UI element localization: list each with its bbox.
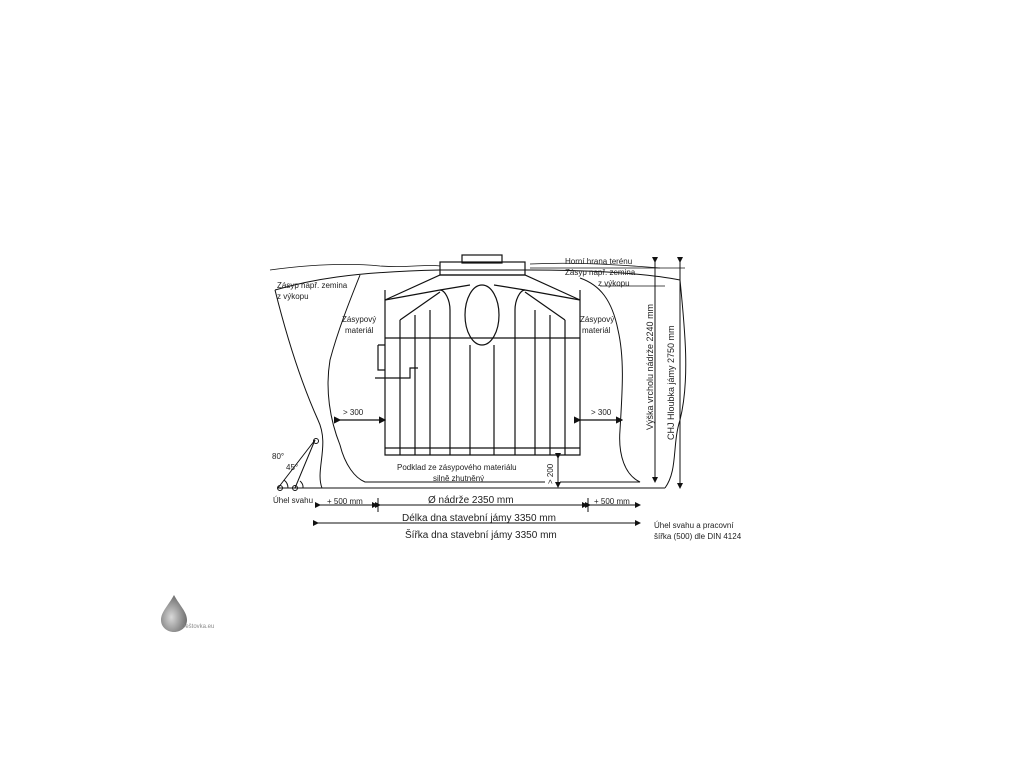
tank-drawing (375, 255, 580, 455)
fill-material-right-label-2: materiál (582, 326, 611, 335)
base-layer-label: Podklad ze zásypového materiálu (397, 463, 517, 472)
slope-angle-sketch (278, 439, 323, 491)
backfill-right-label: Zásyp např. zemina (565, 268, 636, 277)
base-min-label: > 200 (546, 463, 555, 484)
tank-height-label: Výška vrcholu nádrže 2240 mm (645, 303, 655, 430)
base-layer-label-2: silně zhutněný (433, 474, 485, 483)
backfill-right-label-2: z výkopu (598, 279, 630, 288)
backfill-boundary (328, 275, 640, 482)
fill-material-left-label-2: materiál (345, 326, 374, 335)
tank-diameter-label: Ø nádrže 2350 mm (428, 495, 514, 506)
pit-length-label: Délka dna stavební jámy 3350 mm (402, 513, 556, 524)
backfill-left-label-2: z výkopu (277, 292, 309, 301)
fill-material-right-label: Zásypový (580, 315, 615, 324)
destovka-logo (161, 595, 214, 632)
pit-width-label: Šířka dna stavební jámy 3350 mm (405, 530, 557, 541)
pit-depth-label: CHJ Hloubka jámy 2750 mm (666, 325, 676, 440)
margin-right-label: + 500 mm (594, 497, 630, 506)
slope-angle-label: Úhel svahu (273, 496, 314, 505)
angle-45-label: 45° (286, 463, 299, 472)
terrain-top-label: Horní hrana terénu (565, 257, 633, 266)
slope-note-label: Úhel svahu a pracovní (654, 521, 734, 530)
fill-material-left-label: Zásypový (342, 315, 377, 324)
clearance-right-label: > 300 (591, 408, 612, 417)
angle-80-label: 80° (272, 452, 285, 461)
slope-note-label-2: šířka (500) dle DIN 4124 (654, 532, 742, 541)
backfill-left-label: Zásyp např. zemina (277, 281, 348, 290)
margin-left-label: + 500 mm (327, 497, 363, 506)
logo-text: Deštovka.eu (181, 624, 215, 630)
clearance-left-label: > 300 (343, 408, 364, 417)
